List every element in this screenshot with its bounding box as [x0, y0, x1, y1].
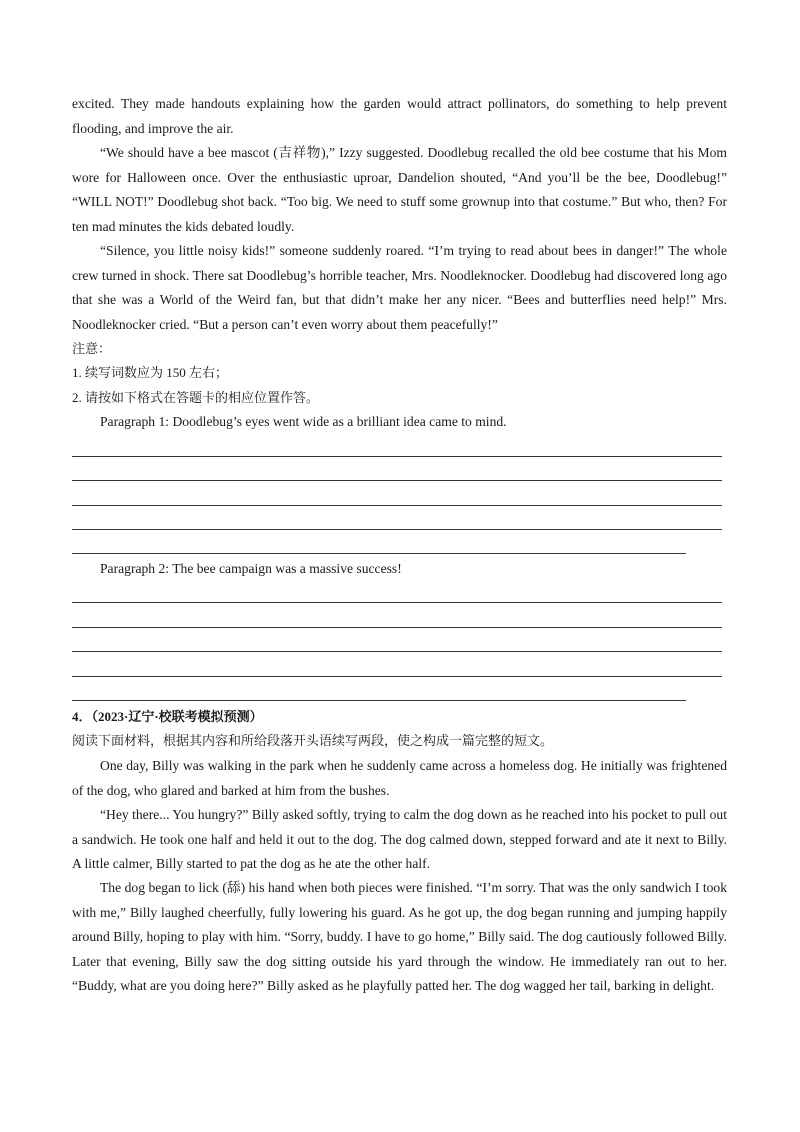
- answer-line: [72, 602, 722, 603]
- question-4-paragraph-2: “Hey there... You hungry?” Billy asked softly, trying to calm the dog down as he reached into his pocket to pull out a sandwich. He took one half and held it out to the dog. The dog calmed down, stepped forward and ate it next to Billy. A little calmer, Billy started to pat the dog as he ate the other half.: [72, 807, 727, 871]
- answer-line: [72, 627, 722, 628]
- question-4-paragraph-1: One day, Billy was walking in the park when he suddenly came across a homeless dog. He initially was frightened of the dog, who glared and barked at him from the bushes.: [72, 758, 727, 798]
- notes-item-1: 1. 续写词数应为 150 左右；: [72, 365, 229, 380]
- answer-line: [72, 480, 722, 481]
- answer-line: [72, 456, 722, 457]
- story-paragraph-excited: excited. They made handouts explaining how the garden would attract pollinators, do something to help prevent flooding, and improve the air.: [72, 96, 727, 136]
- answer-line: [72, 651, 722, 652]
- question-4-instruction: 阅读下面材料，根据其内容和所给段落开头语续写两段，使之构成一篇完整的短文。: [72, 733, 554, 748]
- paragraph-2-prompt: Paragraph 2: The bee campaign was a massive success!: [100, 561, 402, 576]
- paragraph-1-prompt: Paragraph 1: Doodlebug’s eyes went wide as a brilliant idea came to mind.: [100, 414, 507, 429]
- question-4-paragraph-3: The dog began to lick (舔) his hand when both pieces were finished. “I’m sorry. That was the only sandwich I took with me,” Billy laughed cheerfully, fully lowering his guard. As he got up, the dog began running and jumping happily around Billy, hoping to play with him. “Sorry, buddy. I have to go home,” Billy said. The dog cautiously followed Billy. Later that evening, Billy saw the dog sitting outside his yard through the window. He immediately ran out to her. “Buddy, what are you doing here?” Billy asked as he playfully patted her. The dog wagged her tail, barking in delight.: [72, 880, 727, 993]
- answer-line: [72, 505, 722, 506]
- notes-title: 注意：: [72, 341, 112, 356]
- answer-line: [72, 529, 722, 530]
- story-paragraph-silence: “Silence, you little noisy kids!” someone suddenly roared. “I’m trying to read about bees in danger!” The whole crew turned in shock. There sat Doodlebug’s horrible teacher, Mrs. Noodleknocker. Doodlebug had discovered long ago that she was a World of the Weird fan, but that didn’t make her any nicer. “Bees and butterflies need help!” Mrs. Noodleknocker cried. “But a person can’t even worry about them peacefully!”: [72, 243, 727, 332]
- story-paragraph-mascot: “We should have a bee mascot (吉祥物),” Izzy suggested. Doodlebug recalled the old bee costume that his Mom wore for Halloween once. Over the enthusiastic uproar, Dandelion shouted, “And you’ll be the bee, Doodlebug!” “WILL NOT!” Doodlebug shot back. “Too big. We need to stuff some grownup into that costume.” But who, then? For ten mad minutes the kids debated loudly.: [72, 145, 727, 234]
- notes-item-2: 2. 请按如下格式在答题卡的相应位置作答。: [72, 390, 320, 405]
- answer-line: [72, 700, 686, 701]
- answer-line: [72, 553, 686, 554]
- answer-line: [72, 676, 722, 677]
- question-4-heading: 4．（2023·辽宁·校联考模拟预测）: [72, 709, 263, 724]
